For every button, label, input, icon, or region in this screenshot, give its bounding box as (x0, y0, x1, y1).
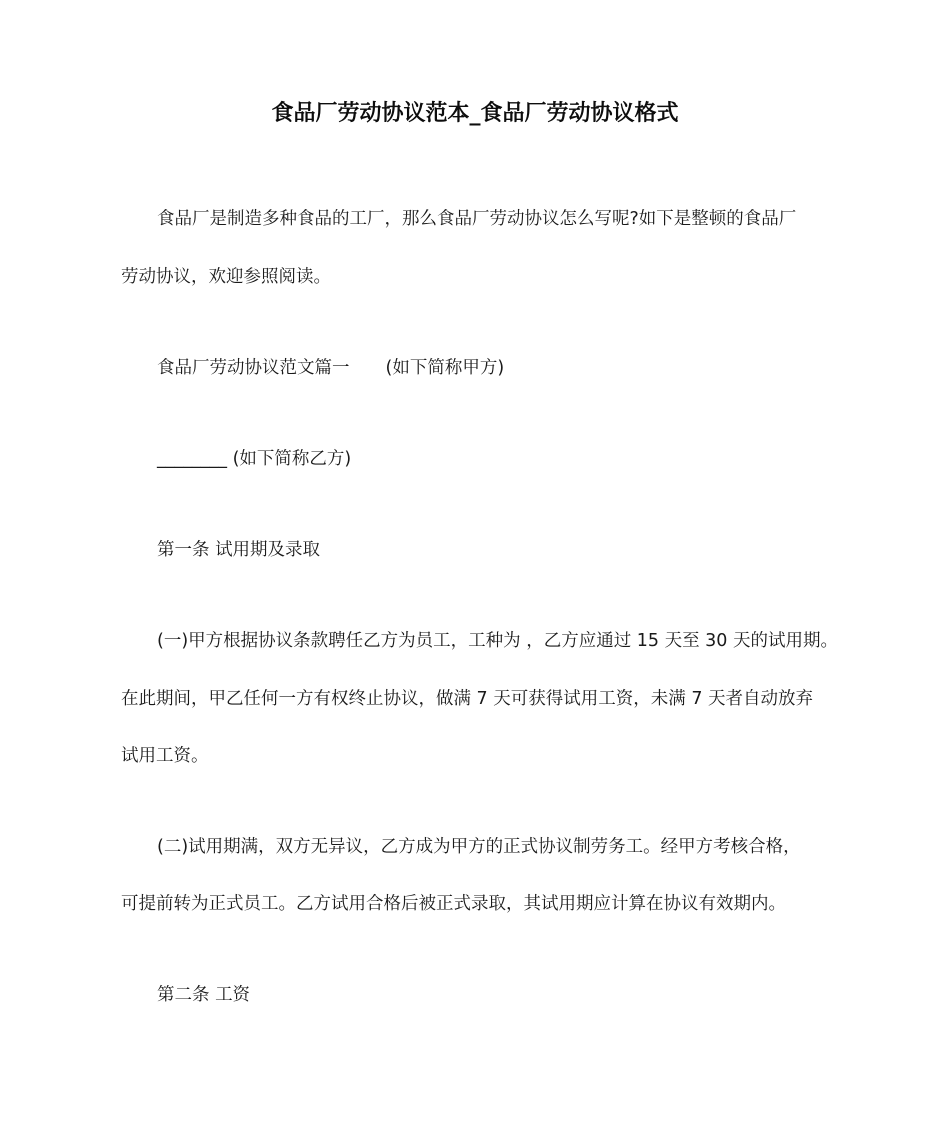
intro-line-1: 食品厂是制造多种食品的工厂，那么食品厂劳动协议怎么写呢?如下是整顿的食品厂 (157, 209, 797, 229)
article-1-clause-1-line-3: 试用工资。 (121, 746, 209, 766)
sample-heading: 食品厂劳动协议范文篇一 (157, 358, 350, 378)
party-b-line: ________ (如下简称乙方) (157, 449, 352, 469)
article-1-clause-2-line-1: (二)试用期满，双方无异议，乙方成为甲方的正式协议制劳务工。经甲方考核合格， (157, 837, 801, 857)
intro-line-2: 劳动协议，欢迎参照阅读。 (121, 267, 331, 287)
sample-heading-line (157, 353, 504, 383)
article-1-clause-1-line-1: (一)甲方根据协议条款聘任乙方为员工，工种为 ，乙方应通过 15 天至 30 天的试用期。 (157, 631, 839, 651)
article-2-heading: 第二条 工资 (157, 985, 251, 1005)
document-title: 食品厂劳动协议范本_食品厂劳动协议格式 (271, 101, 679, 126)
article-1-heading: 第一条 试用期及录取 (157, 540, 321, 560)
article-1-clause-1-line-2: 在此期间，甲乙任何一方有权终止协议，做满 7 天可获得试用工资，未满 7 天者自动放弃 (121, 689, 814, 709)
party-a-label: (如下简称甲方) (385, 358, 505, 378)
article-1-clause-2-line-2: 可提前转为正式员工。乙方试用合格后被正式录取，其试用期应计算在协议有效期内。 (121, 894, 786, 914)
